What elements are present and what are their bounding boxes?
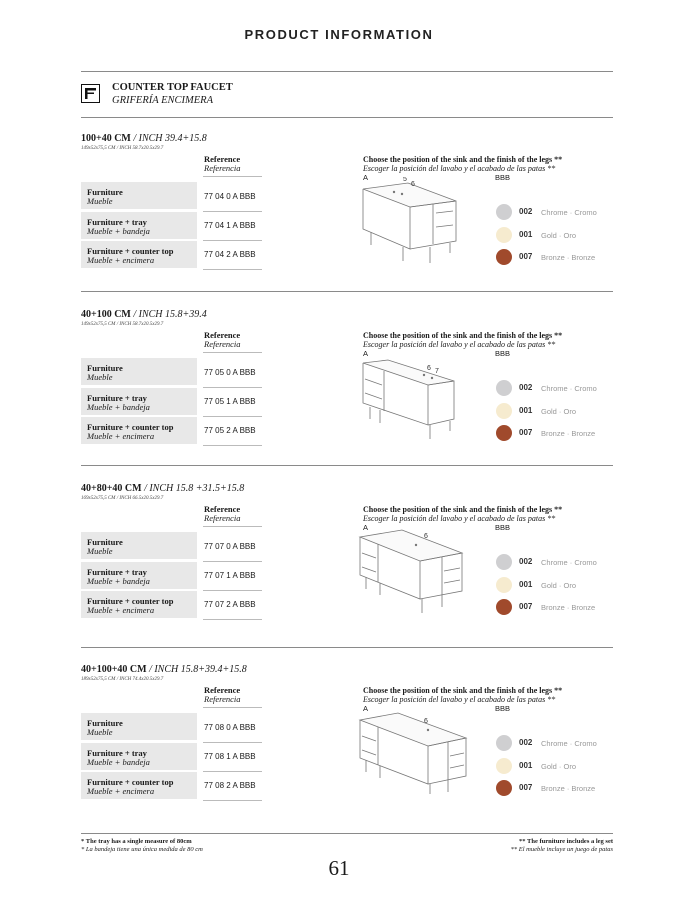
swatch-chrome — [496, 735, 512, 751]
finish-name: Chrome · Cromo — [541, 558, 597, 567]
finish-label: BBB — [495, 704, 511, 713]
finish-code: 007 — [519, 252, 533, 261]
finish-name: Bronze · Bronze — [541, 784, 596, 793]
size-inch: / INCH 15.8+39.4 — [130, 309, 207, 320]
divider — [81, 291, 613, 292]
row-label-furniture: Furniture Mueble — [81, 358, 197, 385]
furniture-diagram — [358, 353, 468, 439]
configuration-section — [0, 664, 678, 824]
row-label-furniture-counter-top: Furniture + counter top Mueble + encimera — [81, 417, 197, 444]
size-cm: 100+40 CM — [81, 133, 131, 144]
size-inch: / INCH 15.8 +31.5+15.8 — [141, 483, 245, 494]
reference-code: 77 04 1 A BBB — [204, 221, 256, 230]
divider — [203, 561, 262, 562]
divider — [203, 590, 262, 591]
finish-code: 001 — [519, 406, 533, 415]
position-number: 6 — [424, 718, 428, 725]
finish-code: 007 — [519, 783, 533, 792]
size-inch: / INCH 15.8+39.4+15.8 — [146, 664, 247, 675]
reference-header: Reference Referencia — [204, 504, 241, 523]
finish-label: BBB — [495, 349, 511, 358]
swatch-gold — [496, 758, 512, 774]
divider — [203, 800, 262, 801]
size-inch: / INCH 39.4+15.8 — [130, 133, 207, 144]
divider — [203, 526, 262, 527]
divider — [203, 211, 262, 212]
size-cm: 40+80+40 CM — [81, 483, 142, 494]
dimensions: 149x52x75,5 CM / INCH 58.7x20.5x29.7 — [81, 146, 164, 151]
footnote-legs: ** The furniture includes a leg set ** El mueble incluye un juego de patas — [510, 838, 613, 853]
product-title: COUNTER TOP FAUCET — [112, 82, 233, 93]
divider — [203, 176, 262, 177]
swatch-bronze — [496, 599, 512, 615]
finish-name: Gold · Oro — [541, 581, 577, 590]
reference-header: Reference Referencia — [204, 685, 241, 704]
furniture-diagram — [358, 527, 468, 613]
row-label-furniture-tray: Furniture + tray Mueble + bandeja — [81, 562, 197, 589]
swatch-bronze — [496, 249, 512, 265]
section-title — [81, 133, 207, 144]
finish-code: 007 — [519, 602, 533, 611]
finish-name: Bronze · Bronze — [541, 429, 596, 438]
row-label-furniture-counter-top: Furniture + counter top Mueble + encimera — [81, 241, 197, 268]
choose-instruction: Choose the position of the sink and the finish of the legs ** Escoger la posición del lavabo y el acabado de las patas ** — [363, 155, 563, 173]
section-title — [81, 309, 207, 320]
reference-code: 77 07 2 A BBB — [204, 600, 256, 609]
position-number: 7 — [435, 368, 439, 375]
row-label-furniture: Furniture Mueble — [81, 532, 197, 559]
divider — [203, 619, 262, 620]
finish-code: 002 — [519, 383, 533, 392]
divider — [203, 240, 262, 241]
finish-name: Gold · Oro — [541, 762, 577, 771]
finish-name: Bronze · Bronze — [541, 253, 596, 262]
reference-code: 77 07 0 A BBB — [204, 542, 256, 551]
size-cm: 40+100 CM — [81, 309, 131, 320]
reference-header: Reference Referencia — [204, 154, 241, 173]
swatch-chrome — [496, 380, 512, 396]
configuration-section — [0, 483, 678, 643]
finish-name: Chrome · Cromo — [541, 384, 597, 393]
furniture-diagram — [358, 708, 468, 794]
position-number: 6 — [411, 181, 415, 188]
finish-code: 001 — [519, 230, 533, 239]
choose-instruction: Choose the position of the sink and the finish of the legs ** Escoger la posición del lavabo y el acabado de las patas ** — [363, 331, 563, 349]
finish-code: 001 — [519, 580, 533, 589]
reference-code: 77 04 0 A BBB — [204, 192, 256, 201]
finish-code: 002 — [519, 738, 533, 747]
position-number: 6 — [427, 365, 431, 372]
finish-name: Bronze · Bronze — [541, 603, 596, 612]
swatch-bronze — [496, 425, 512, 441]
swatch-gold — [496, 577, 512, 593]
reference-code: 77 07 1 A BBB — [204, 571, 256, 580]
swatch-chrome — [496, 204, 512, 220]
reference-code: 77 05 0 A BBB — [204, 368, 256, 377]
finish-code: 002 — [519, 207, 533, 216]
position-label: A — [363, 349, 369, 358]
reference-code: 77 08 1 A BBB — [204, 752, 256, 761]
divider — [203, 387, 262, 388]
divider — [203, 445, 262, 446]
position-number: 5 — [403, 177, 407, 183]
divider — [81, 647, 613, 648]
reference-code: 77 08 2 A BBB — [204, 781, 256, 790]
page-number: 61 — [328, 856, 350, 880]
dimensions: 189x52x75,5 CM / INCH 74.4x20.5x29.7 — [81, 677, 164, 682]
reference-code: 77 05 2 A BBB — [204, 426, 256, 435]
row-label-furniture-tray: Furniture + tray Mueble + bandeja — [81, 743, 197, 770]
position-number: 6 — [424, 533, 428, 540]
finish-label: BBB — [495, 173, 511, 182]
size-cm: 40+100+40 CM — [81, 664, 147, 675]
row-label-furniture-tray: Furniture + tray Mueble + bandeja — [81, 388, 197, 415]
swatch-chrome — [496, 554, 512, 570]
divider — [81, 833, 613, 834]
footnote-tray: * The tray has a single measure of 80cm * La bandeja tiene una única medida de 80 cm — [81, 838, 203, 853]
finish-name: Gold · Oro — [541, 407, 577, 416]
row-label-furniture-counter-top: Furniture + counter top Mueble + encimera — [81, 772, 197, 799]
divider — [203, 742, 262, 743]
divider — [81, 465, 613, 466]
finish-code: 002 — [519, 557, 533, 566]
page-title: PRODUCT INFORMATION — [244, 27, 434, 42]
reference-code: 77 08 0 A BBB — [204, 723, 256, 732]
divider — [81, 117, 613, 118]
divider — [203, 771, 262, 772]
swatch-gold — [496, 227, 512, 243]
finish-label: BBB — [495, 523, 511, 532]
configuration-section — [0, 309, 678, 469]
reference-code: 77 05 1 A BBB — [204, 397, 256, 406]
reference-header: Reference Referencia — [204, 330, 241, 349]
furniture-diagram — [358, 177, 468, 263]
finish-name: Chrome · Cromo — [541, 739, 597, 748]
row-label-furniture: Furniture Mueble — [81, 182, 197, 209]
choose-instruction: Choose the position of the sink and the finish of the legs ** Escoger la posición del lavabo y el acabado de las patas ** — [363, 686, 563, 704]
section-title — [81, 664, 247, 675]
finish-name: Chrome · Cromo — [541, 208, 597, 217]
reference-code: 77 04 2 A BBB — [204, 250, 256, 259]
dimensions: 149x52x75,5 CM / INCH 58.7x20.5x29.7 — [81, 322, 164, 327]
row-label-furniture: Furniture Mueble — [81, 713, 197, 740]
swatch-gold — [496, 403, 512, 419]
row-label-furniture-tray: Furniture + tray Mueble + bandeja — [81, 212, 197, 239]
divider — [203, 352, 262, 353]
position-label: A — [363, 704, 369, 713]
divider — [203, 269, 262, 270]
divider — [81, 71, 613, 72]
swatch-bronze — [496, 780, 512, 796]
dimensions: 169x52x75,5 CM / INCH 66.5x20.5x29.7 — [81, 496, 164, 501]
position-label: A — [363, 523, 369, 532]
divider — [203, 416, 262, 417]
row-label-furniture-counter-top: Furniture + counter top Mueble + encimera — [81, 591, 197, 618]
divider — [203, 707, 262, 708]
finish-code: 007 — [519, 428, 533, 437]
choose-instruction: Choose the position of the sink and the finish of the legs ** Escoger la posición del lavabo y el acabado de las patas ** — [363, 505, 563, 523]
faucet-icon — [81, 84, 100, 103]
position-label: A — [363, 173, 369, 182]
section-title — [81, 483, 244, 494]
configuration-section — [0, 133, 678, 293]
finish-code: 001 — [519, 761, 533, 770]
product-subtitle: GRIFERÍA ENCIMERA — [112, 95, 213, 106]
finish-name: Gold · Oro — [541, 231, 577, 240]
